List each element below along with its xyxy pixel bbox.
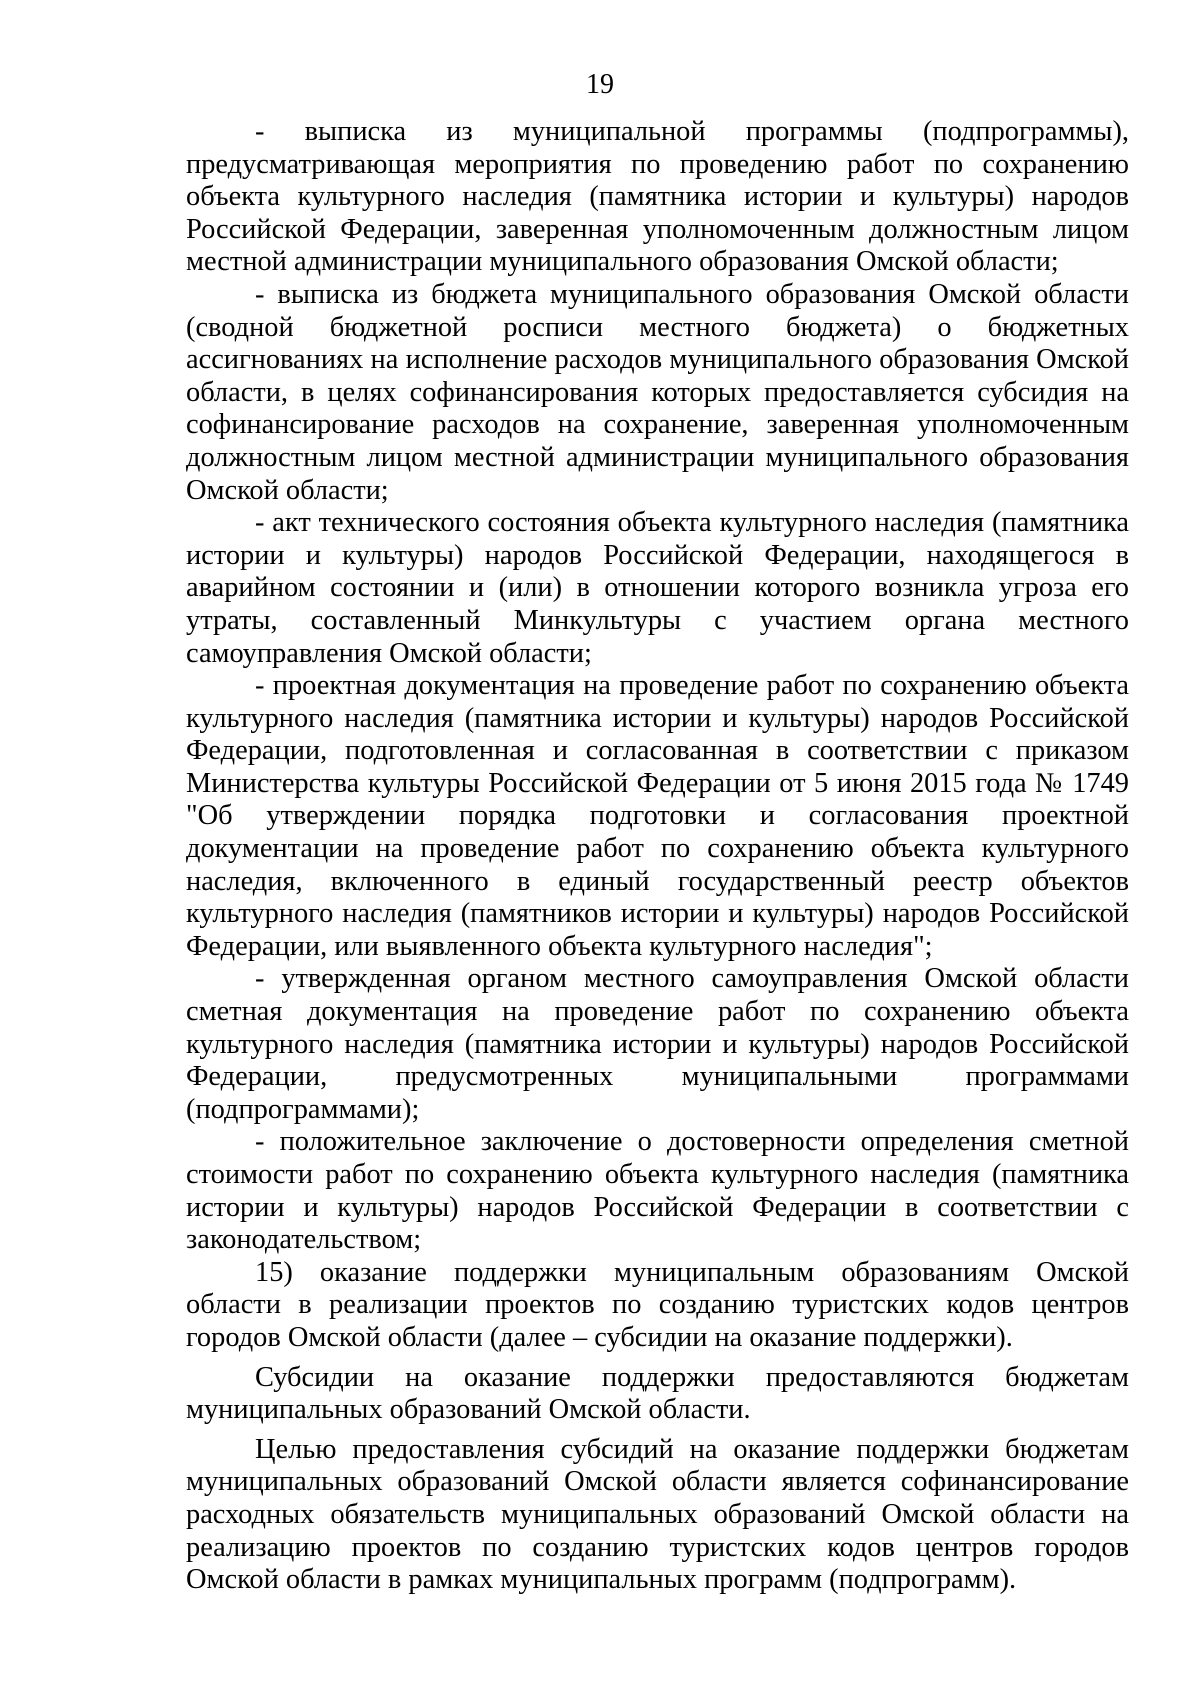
paragraph-municipal-program-extract: - выписка из муниципальной программы (подпрограммы), предусматривающая мероприятия по проведению работ по сохранению объекта культурного наследия (памятника истории и культуры) народов Российской Федерации, заверенная уполномоченным должностным лицом местной администрации муниципального образования Омской области; bbox=[186, 116, 1129, 278]
paragraph-subsidy-purpose: Целью предоставления субсидий на оказание поддержки бюджетам муниципальных образований Омской области является софинансирование расходных обязательств муниципальных образований Омской области на реализацию проектов по созданию туристских кодов центров городов Омской области в рамках муниципальных программ (подпрограмм). bbox=[186, 1433, 1129, 1596]
paragraph-project-documentation: - проектная документация на проведение работ по сохранению объекта культурного наследия (памятника истории и культуры) народов Российской Федерации, подготовленная и согласованная в соответствии с приказом Министерства культуры Российской Федерации от 5 июня 2015 года № 1749 "Об утверждении порядка подготовки и согласования проектной документации на проведение работ по сохранению объекта культурного наследия, включенного в единый государственный реестр объектов культурного наследия (памятников истории и культуры) народов Российской Федерации, или выявленного объекта культурного наследия"; bbox=[186, 670, 1129, 962]
paragraph-technical-condition-act: - акт технического состояния объекта культурного наследия (памятника истории и культуры) народов Российской Федерации, находящегося в аварийном состоянии и (или) в отношении которого возникла угроза его утраты, составленный Минкультуры с участием органа местного самоуправления Омской области; bbox=[186, 507, 1129, 669]
paragraph-budget-extract: - выписка из бюджета муниципального образования Омской области (сводной бюджетной росписи местного бюджета) о бюджетных ассигнованиях на исполнение расходов муниципального образования Омской области, в целях софинансирования которых предоставляется субсидия на софинансирование расходов на сохранение, заверенная уполномоченным должностным лицом местной администрации муниципального образования Омской области; bbox=[186, 278, 1129, 506]
document-body bbox=[186, 116, 1129, 1597]
paragraph-subsidy-recipients: Субсидии на оказание поддержки предоставляются бюджетам муниципальных образований Омской области. bbox=[186, 1361, 1129, 1426]
paragraph-positive-conclusion: - положительное заключение о достоверности определения сметной стоимости работ по сохранению объекта культурного наследия (памятника истории и культуры) народов Российской Федерации в соответствии с законодательством; bbox=[186, 1126, 1129, 1256]
paragraph-item-15-support: 15) оказание поддержки муниципальным образованиям Омской области в реализации проектов по созданию туристских кодов центров городов Омской области (далее – субсидии на оказание поддержки). bbox=[186, 1256, 1129, 1353]
paragraph-estimate-documentation: - утвержденная органом местного самоуправления Омской области сметная документация на проведение работ по сохранению объекта культурного наследия (памятника истории и культуры) народов Российской Федерации, предусмотренных муниципальными программами (подпрограммами); bbox=[186, 963, 1129, 1125]
page-number: 19 bbox=[586, 69, 614, 100]
